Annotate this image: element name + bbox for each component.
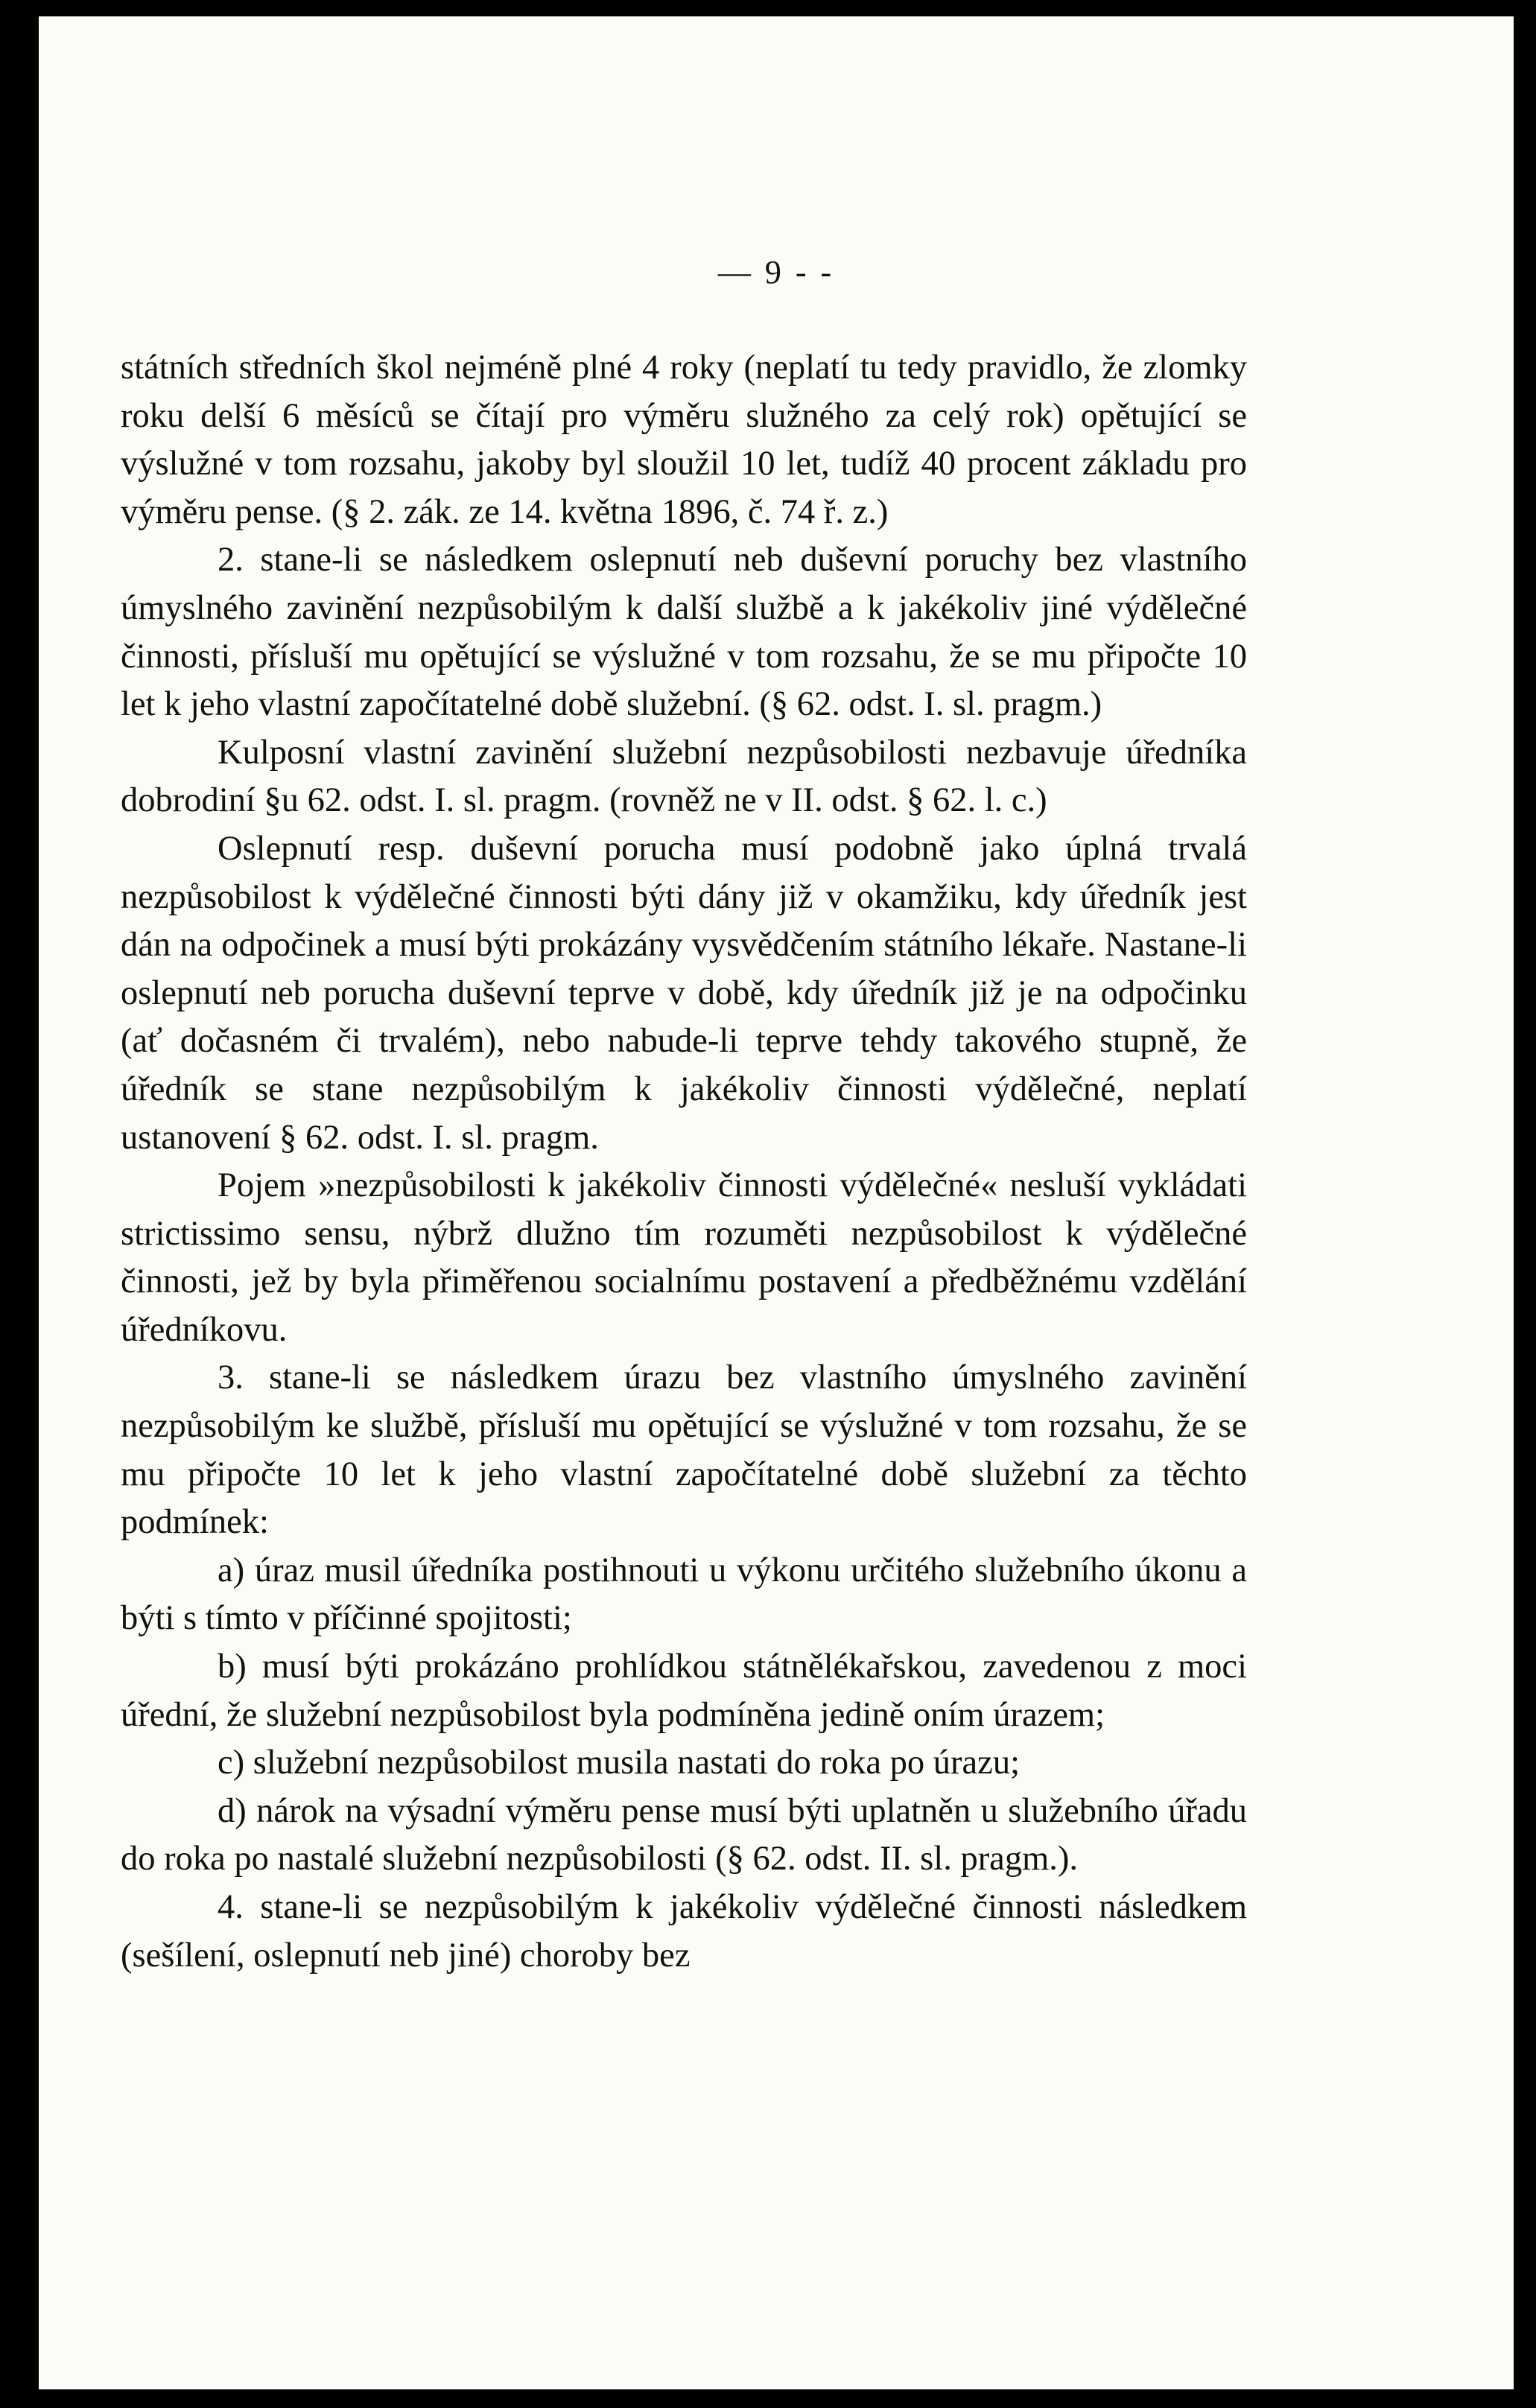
list-item: b) musí býti prokázáno prohlídkou státnělékařskou, zavedenou z moci úřední, že služební nezpůsobilost byla podmíněna jedině oním úrazem; bbox=[121, 1648, 1247, 1734]
paragraph: 3. stane-li se následkem úrazu bez vlastního úmyslného zavinění nezpůsobilým ke službě, přísluší mu opětující se výslužné v tom rozsahu, že se mu připočte 10 let k jeho vlastní započítatelné době služební za těchto podmínek: bbox=[121, 1359, 1247, 1542]
paragraph: státních středních škol nejméně plné 4 roky (neplatí tu tedy pravidlo, že zlomky roku delší 6 měsíců se čítají pro výměru služného za celý rok) opětující se výslužné v tom rozsahu, jakoby byl sloužil 10 let, tudíž 40 procent základu pro výměru pense. (§ 2. zák. ze 14. května 1896, č. 74 ř. z.) bbox=[121, 349, 1247, 531]
page-number: — 9 - - bbox=[717, 254, 835, 290]
paragraph: 2. stane-li se následkem oslepnutí neb duševní poruchy bez vlastního úmyslného zavinění nezpůsobilým k další službě a k jakékoliv jiné výdělečné činnosti, přísluší mu opětující se výslužné v tom rozsahu, že se mu připočte 10 let k jeho vlastní započítatelné době služební. (§ 62. odst. I. sl. pragm.) bbox=[121, 541, 1247, 724]
paragraph: 4. stane-li se nezpůsobilým k jakékoliv výdělečné činnosti následkem (sešílení, oslepnutí neb jiné) choroby bez bbox=[121, 1888, 1247, 1975]
list-item: a) úraz musil úředníka postihnouti u výkonu určitého služebního úkonu a býti s tímto v příčinné spojitosti; bbox=[121, 1551, 1247, 1638]
paragraph: Kulposní vlastní zavinění služební nezpůsobilosti nezbavuje úředníka dobrodiní §u 62. odst. I. sl. pragm. (rovněž ne v II. odst. § 62. l. c.) bbox=[121, 733, 1247, 820]
body-text bbox=[121, 344, 1247, 1980]
list-item: c) služební nezpůsobilost musila nastati do roka po úrazu; bbox=[218, 1744, 1020, 1782]
paragraph: Oslepnutí resp. duševní porucha musí podobně jako úplná trvalá nezpůsobilost k výdělečné činnosti býti dány již v okamžiku, kdy úředník jest dán na odpočinek a musí býti prokázány vysvědčením státního lékaře. Nastane-li oslepnutí neb porucha duševní teprve v době, kdy úředník již je na odpočinku (ať dočasném či trvalém), nebo nabude-li teprve tehdy takového stupně, že úředník se stane nezpůsobilým k jakékoliv činnosti výdělečné, neplatí ustanovení § 62. odst. I. sl. pragm. bbox=[121, 829, 1247, 1157]
paragraph: Pojem »nezpůsobilosti k jakékoliv činnosti výdělečné« nesluší vykládati strictissimo sensu, nýbrž dlužno tím rozuměti nezpůsobilost k výdělečné činnosti, jež by byla přiměřenou socialnímu postavení a předběžnému vzdělání úředníkovu. bbox=[121, 1166, 1247, 1349]
list-item: d) nárok na výsadní výměru pense musí býti uplatněn u služebního úřadu do roka po nastalé služební nezpůsobilosti (§ 62. odst. II. sl. pragm.). bbox=[121, 1791, 1247, 1878]
document-page bbox=[39, 16, 1514, 2389]
